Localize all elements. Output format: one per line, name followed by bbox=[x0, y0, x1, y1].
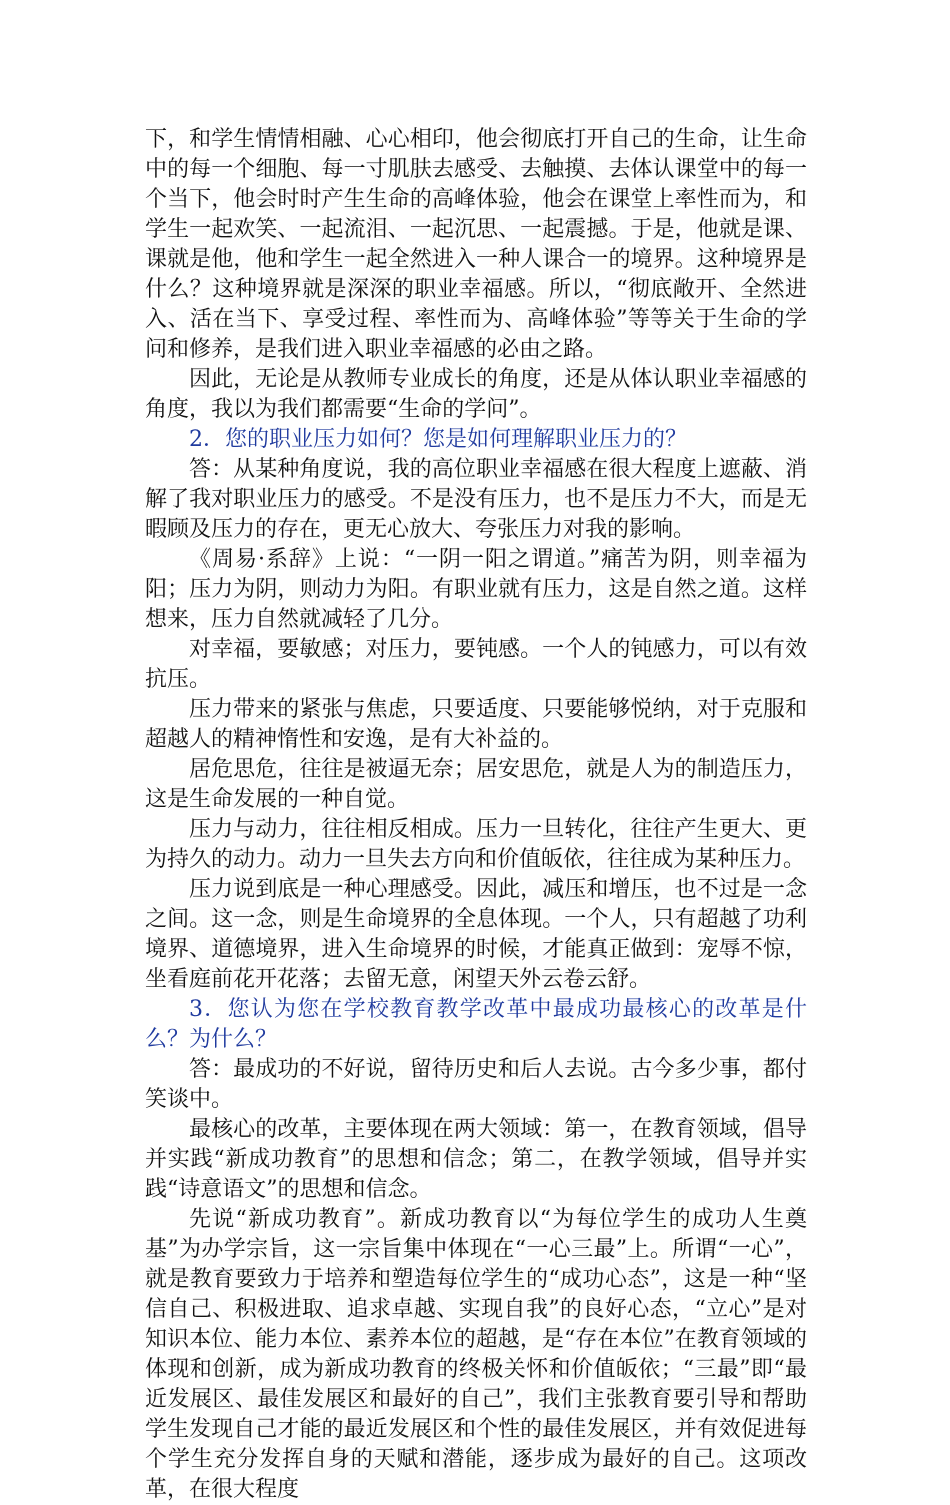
body-paragraph: 答：最成功的不好说，留待历史和后人去说。古今多少事，都付笑谈中。 bbox=[145, 1057, 807, 1112]
body-paragraph: 答：从某种角度说，我的高位职业幸福感在很大程度上遮蔽、消解了我对职业压力的感受。不是没有压力，也不是压力不大，而是无暇顾及压力的存在，更无心放大、夸张压力对我的影响。 bbox=[145, 457, 807, 542]
body-paragraph: 下，和学生情情相融、心心相印，他会彻底打开自己的生命，让生命中的每一个细胞、每一寸肌肤去感受、去触摸、去体认课堂中的每一个当下，他会时时产生生命的高峰体验，他会在课堂上率性而为，和学生一起欢笑、一起流泪、一起沉思、一起震撼。于是，他就是课、课就是他，他和学生一起全然进入一种人课合一的境界。这种境界是什么？这种境界就是深深的职业幸福感。所以，“彻底敞开、全然进入、活在当下、享受过程、率性而为、高峰体验”等等关于生命的学问和修养，是我们进入职业幸福感的必由之路。 bbox=[145, 127, 807, 362]
body-paragraph: 因此，无论是从教师专业成长的角度，还是从体认职业幸福感的角度，我以为我们都需要“生命的学问”。 bbox=[145, 367, 807, 422]
document-page bbox=[145, 125, 807, 1505]
body-paragraph: 压力带来的紧张与焦虑，只要适度、只要能够悦纳，对于克服和超越人的精神惰性和安逸，是有大补益的。 bbox=[145, 697, 807, 752]
question-heading: 2．您的职业压力如何？您是如何理解职业压力的？ bbox=[189, 427, 687, 452]
body-paragraph: 压力与动力，往往相反相成。压力一旦转化，往往产生更大、更为持久的动力。动力一旦失去方向和价值皈依，往往成为某种压力。 bbox=[145, 817, 807, 872]
body-paragraph: 对幸福，要敏感；对压力，要钝感。一个人的钝感力，可以有效抗压。 bbox=[145, 637, 807, 692]
body-paragraph: 压力说到底是一种心理感受。因此，减压和增压，也不过是一念之间。这一念，则是生命境界的全息体现。一个人，只有超越了功利境界、道德境界，进入生命境界的时候，才能真正做到：宠辱不惊，坐看庭前花开花落；去留无意，闲望天外云卷云舒。 bbox=[145, 877, 807, 992]
body-paragraph: 最核心的改革，主要体现在两大领域：第一，在教育领域，倡导并实践“新成功教育”的思想和信念；第二，在教学领域，倡导并实践“诗意语文”的思想和信念。 bbox=[145, 1117, 807, 1202]
question-heading: 3．您认为您在学校教育教学改革中最成功最核心的改革是什么？为什么？ bbox=[145, 997, 807, 1052]
body-paragraph: 居危思危，往往是被逼无奈；居安思危，就是人为的制造压力，这是生命发展的一种自觉。 bbox=[145, 757, 807, 812]
body-paragraph: 《周易·系辞》上说：“一阴一阳之谓道。”痛苦为阴，则幸福为阳；压力为阴，则动力为阳。有职业就有压力，这是自然之道。这样想来，压力自然就减轻了几分。 bbox=[145, 547, 807, 632]
body-paragraph: 先说“新成功教育”。新成功教育以“为每位学生的成功人生奠基”为办学宗旨，这一宗旨集中体现在“一心三最”上。所谓“一心”，就是教育要致力于培养和塑造每位学生的“成功心态”，这是一种“坚信自己、积极进取、追求卓越、实现自我”的良好心态，“立心”是对知识本位、能力本位、素养本位的超越，是“存在本位”在教育领域的体现和创新，成为新成功教育的终极关怀和价值皈依；“三最”即“最近发展区、最佳发展区和最好的自己”，我们主张教育要引导和帮助学生发现自己才能的最近发展区和个性的最佳发展区，并有效促进每个学生充分发挥自身的天赋和潜能，逐步成为最好的自己。这项改革，在很大程度 bbox=[145, 1207, 807, 1502]
